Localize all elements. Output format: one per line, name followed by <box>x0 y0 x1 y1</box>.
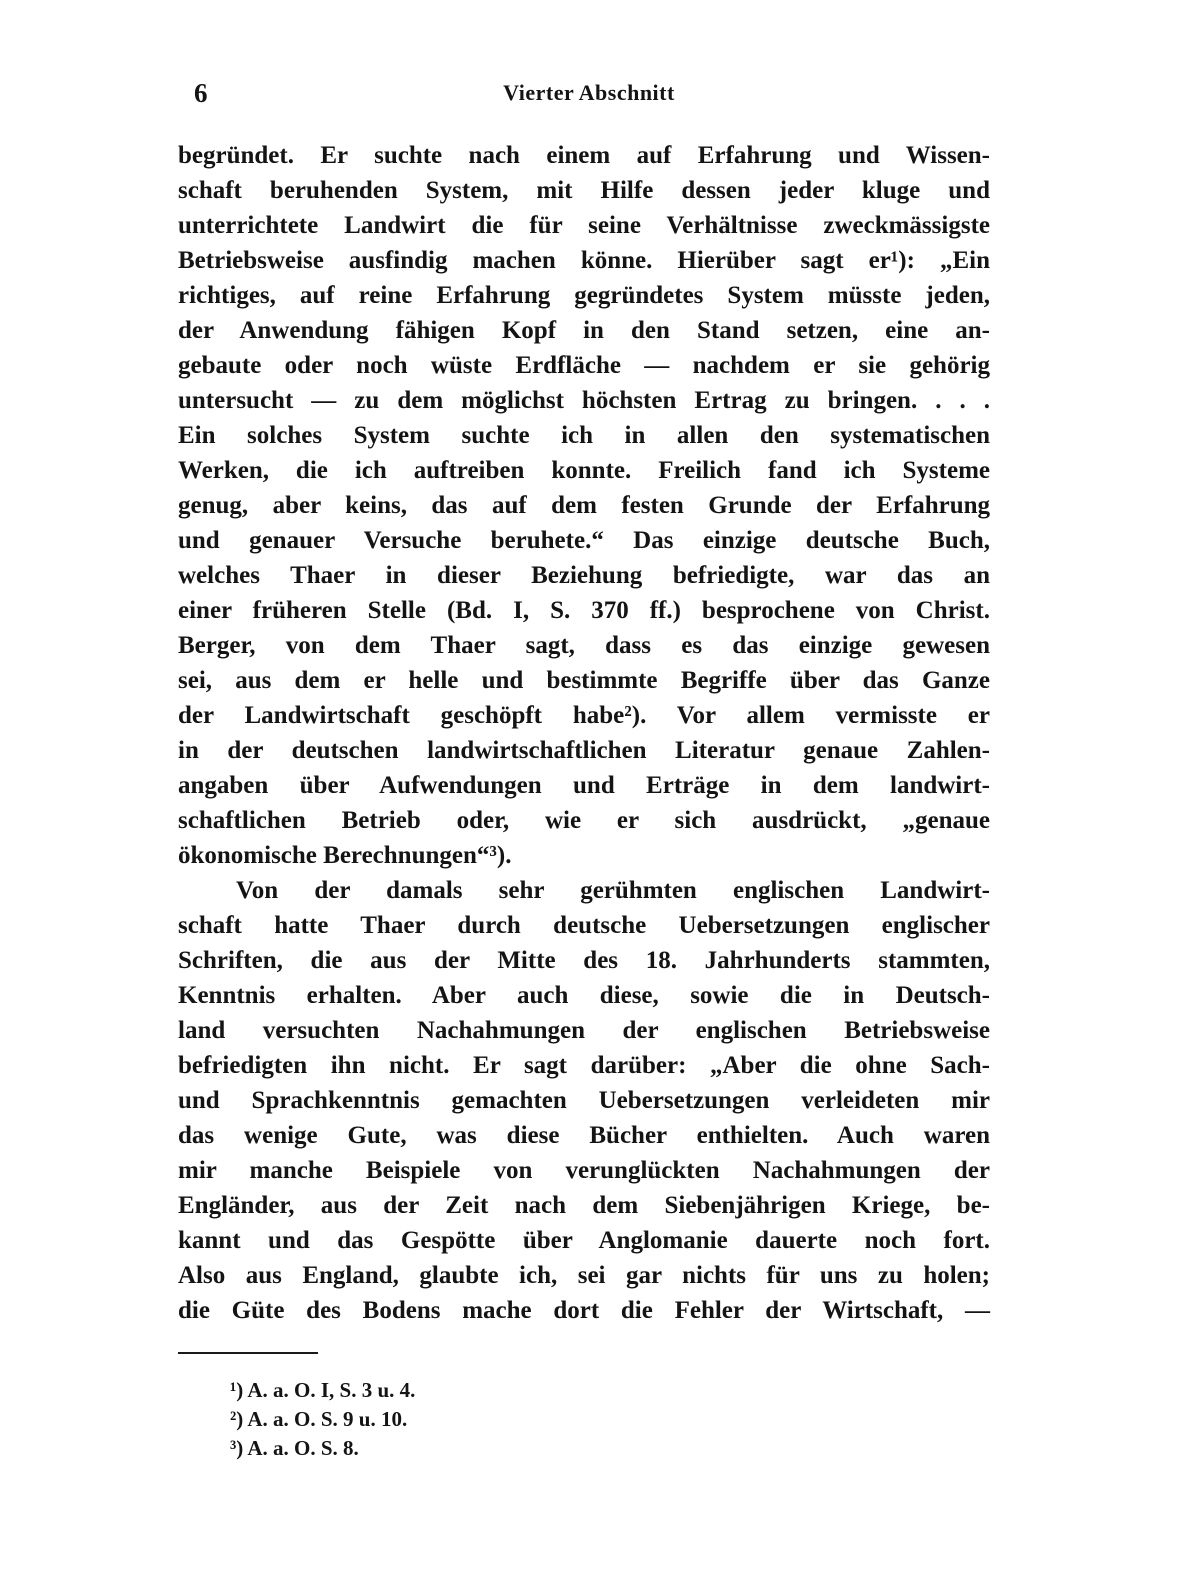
text-line: in der deutschen landwirtschaftlichen Literatur genaue Zahlen- <box>178 737 990 764</box>
text-line: gebaute oder noch wüste Erdfläche — nachdem er sie gehörig <box>178 352 990 379</box>
footnote-3: ³) A. a. O. S. 8. <box>230 1436 359 1460</box>
text-line: Kenntnis erhalten. Aber auch diese, sowie die in Deutsch- <box>178 982 990 1009</box>
text-line: richtiges, auf reine Erfahrung gegründetes System müsste jeden, <box>178 282 990 309</box>
text-line: die Güte des Bodens mache dort die Fehler der Wirtschaft, — <box>178 1297 990 1324</box>
text-line: schaft hatte Thaer durch deutsche Uebersetzungen englischer <box>178 912 990 939</box>
text-line: und Sprachkenntnis gemachten Uebersetzungen verleideten mir <box>178 1087 990 1114</box>
footnote-1: ¹) A. a. O. I, S. 3 u. 4. <box>230 1378 416 1402</box>
footnote-divider <box>178 1352 318 1354</box>
text-line: angaben über Aufwendungen und Erträge in dem landwirt- <box>178 772 990 799</box>
text-line: der Anwendung fähigen Kopf in den Stand setzen, eine an- <box>178 317 990 344</box>
text-line: Schriften, die aus der Mitte des 18. Jahrhunderts stammten, <box>178 947 990 974</box>
body-text <box>178 138 990 1328</box>
text-line: einer früheren Stelle (Bd. I, S. 370 ff.) besprochene von Christ. <box>178 597 990 624</box>
text-line: Berger, von dem Thaer sagt, dass es das einzige gewesen <box>178 632 990 659</box>
text-line: kannt und das Gespötte über Anglomanie dauerte noch fort. <box>178 1227 990 1254</box>
text-line: das wenige Gute, was diese Bücher enthielten. Auch waren <box>178 1122 990 1149</box>
paragraph-1 <box>178 138 990 873</box>
text-line: befriedigten ihn nicht. Er sagt darüber: „Aber die ohne Sach- <box>178 1052 990 1079</box>
paragraph-2 <box>178 873 990 1328</box>
text-line: Engländer, aus der Zeit nach dem Siebenjährigen Kriege, be- <box>178 1192 990 1219</box>
text-line: der Landwirtschaft geschöpft habe²). Vor allem vermisste er <box>178 702 990 729</box>
page-header <box>194 74 984 114</box>
footnote-2: ²) A. a. O. S. 9 u. 10. <box>230 1407 408 1431</box>
text-line: genug, aber keins, das auf dem festen Grunde der Erfahrung <box>178 492 990 519</box>
text-line: welches Thaer in dieser Beziehung befriedigte, war das an <box>178 562 990 589</box>
text-line: land versuchten Nachahmungen der englischen Betriebsweise <box>178 1017 990 1044</box>
text-line: schaft beruhenden System, mit Hilfe dessen jeder kluge und <box>178 177 990 204</box>
page-number: 6 <box>194 78 208 108</box>
text-line: Ein solches System suchte ich in allen den systematischen <box>178 422 990 449</box>
text-line: sei, aus dem er helle und bestimmte Begriffe über das Ganze <box>178 667 990 694</box>
text-line: ökonomische Berechnungen“³). <box>178 842 512 869</box>
text-line: begründet. Er suchte nach einem auf Erfahrung und Wissen- <box>178 142 990 169</box>
footnotes <box>230 1376 730 1463</box>
running-head: Vierter Abschnitt <box>503 80 675 105</box>
text-line: Von der damals sehr gerühmten englischen Landwirt- <box>236 877 990 904</box>
text-line: unterrichtete Landwirt die für seine Verhältnisse zweckmässigste <box>178 212 990 239</box>
text-line: und genauer Versuche beruhete.“ Das einzige deutsche Buch, <box>178 527 990 554</box>
text-line: mir manche Beispiele von verunglückten Nachahmungen der <box>178 1157 990 1184</box>
text-line: untersucht — zu dem möglichst höchsten Ertrag zu bringen. . . . <box>178 387 990 414</box>
text-line: Also aus England, glaubte ich, sei gar nichts für uns zu holen; <box>178 1262 990 1289</box>
text-line: Werken, die ich auftreiben konnte. Freilich fand ich Systeme <box>178 457 990 484</box>
text-line: Betriebsweise ausfindig machen könne. Hierüber sagt er¹): „Ein <box>178 247 990 274</box>
text-line: schaftlichen Betrieb oder, wie er sich ausdrückt, „genaue <box>178 807 990 834</box>
